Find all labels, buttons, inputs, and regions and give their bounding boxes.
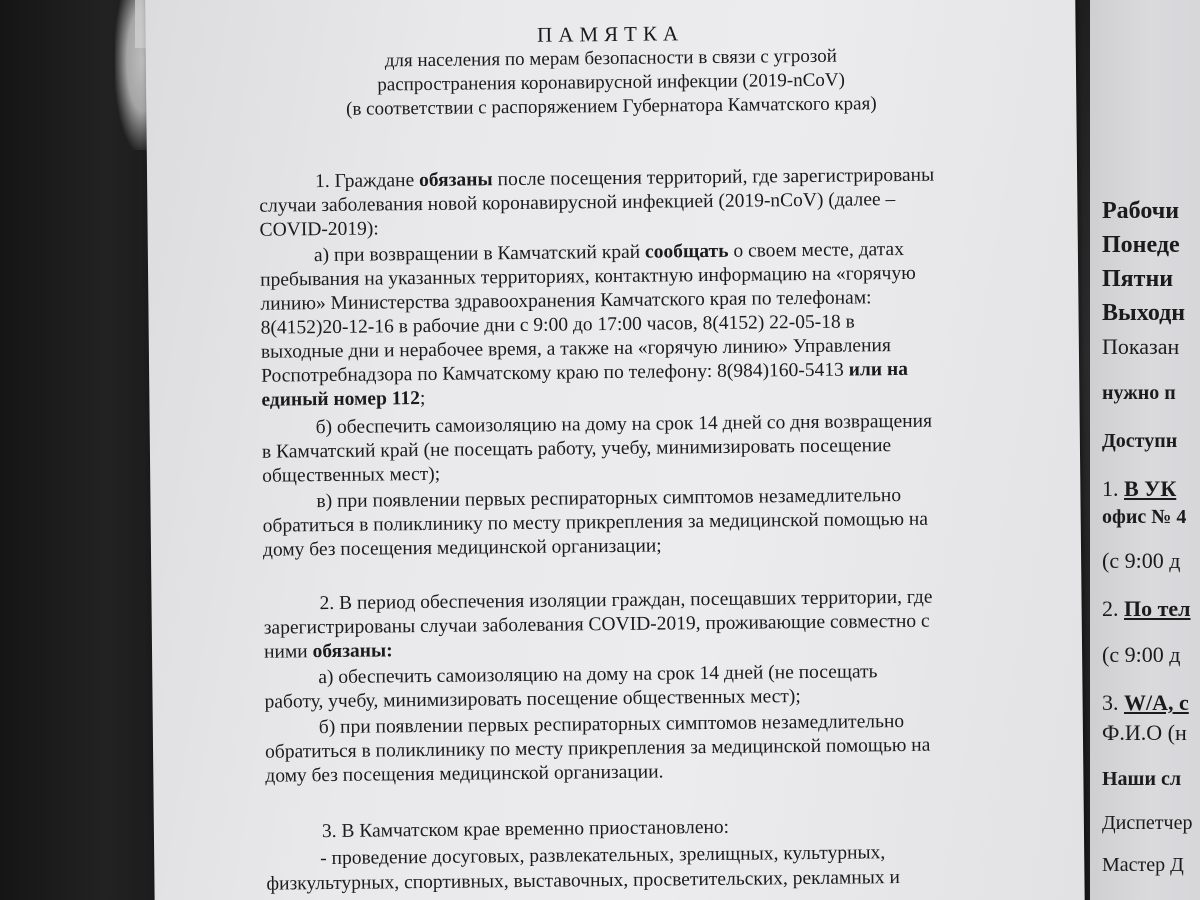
p1a-line-4: 8(4152)20-12-16 в рабочие дни с 9:00 до 17:00 часов, 8(4152) 22-05-18 в (260, 311, 855, 339)
p1b-line-3: общественных мест); (262, 463, 441, 487)
p3-line-3: физкультурных, спортивных, выставочных, просветительских, рекламных и (266, 867, 901, 895)
side-line-5: Показан (1102, 334, 1180, 359)
side-line-6: нужно п (1102, 382, 1176, 404)
p1a-line-7: единый номер 112; (261, 387, 426, 411)
side-line-13: 3. W/A, с (1102, 690, 1189, 715)
p3-line-1: 3. В Камчатском крае временно приостановлено: (321, 816, 730, 843)
side-line-3: Пятни (1102, 266, 1174, 292)
p2a-line-2: работу, учебу, минимизировать посещение общественных мест); (264, 686, 801, 713)
p2-line-2: зарегистрированы случаи заболевания COVID-2019, проживающие совместно с (263, 610, 930, 639)
p2a-line-1: а) обеспечить самоизоляцию на дому на срок 14 дней (не посещать (318, 661, 878, 689)
notice-subtitle-3: (в соответствии с распоряжением Губернатора Камчатского края) (345, 93, 877, 120)
p1b-line-1: б) обеспечить самоизоляцию на дому на срок 14 дней со дня возвращения (315, 410, 933, 439)
side-line-7: Доступн (1102, 430, 1178, 452)
p2b-line-3: дому без посещения медицинской организации. (265, 761, 664, 787)
side-line-2: Понеде (1102, 232, 1180, 258)
p1-line-2: случаи заболевания новой коронавирусной инфекцией (2019-nCoV) (далее – (259, 189, 896, 217)
p2b-line-1: б) при появлении первых респираторных симптомов незамедлительно (318, 710, 905, 739)
p1a-line-1: а) при возвращении в Камчатский край сообщать о своем месте, датах (313, 238, 905, 267)
side-line-4: Выходн (1102, 300, 1186, 326)
p1-line-1: 1. Граждане обязаны после посещения территорий, где зарегистрированы (315, 164, 935, 193)
side-line-16: Диспетчер (1102, 812, 1193, 834)
side-line-1: Рабочи (1102, 198, 1180, 224)
p1c-line-3: дому без посещения медицинской организации; (262, 535, 662, 561)
p2-line-3: ними обязаны: (263, 640, 393, 663)
notice-sheet (145, 0, 1085, 900)
p1a-line-6: Роспотребнадзора по Камчатскому краю по телефону: 8(984)160-5413 или на (261, 358, 909, 387)
side-line-15: Наши сл (1102, 768, 1182, 790)
p1c-line-2: обратиться в поликлинику по месту прикрепления за медицинской помощью на (262, 508, 929, 537)
p1-line-3: COVID-2019): (259, 218, 379, 241)
notice-subtitle-2: распространения коронавирусной инфекции (2019-nCoV) (377, 69, 845, 96)
side-line-10: (с 9:00 д (1102, 548, 1181, 573)
p1a-line-3: линию» Министерства здравоохранения Камчатского края по телефонам: (260, 287, 872, 315)
p1a-line-2: пребывания на указанных территориях, контактную информацию на «горячую (260, 262, 916, 291)
notice-subtitle-1: для населения по мерам безопасности в связи с угрозой (384, 45, 837, 72)
side-line-14: Ф.И.О (н (1102, 720, 1187, 745)
p1c-line-1: в) при появлении первых респираторных симптомов незамедлительно (316, 485, 902, 513)
side-notice-sheet (1090, 0, 1200, 900)
p1b-line-2: в Камчатский край (не посещать работу, учебу, минимизировать посещение (261, 435, 892, 463)
side-line-9: офис № 4 (1102, 506, 1187, 528)
notice-title: ПАМЯТКА (536, 21, 685, 47)
p2b-line-2: обратиться в поликлинику по месту прикрепления за медицинской помощью на (264, 734, 931, 763)
p3-line-2: - проведение досуговых, развлекательных, зрелищных, культурных, (320, 842, 886, 870)
side-line-11: 2. По тел (1102, 596, 1191, 621)
side-line-17: Мастер Д (1102, 854, 1184, 876)
p1a-line-5: выходные дни и нерабочее время, а также на «горячую линию» Управления (260, 335, 891, 363)
side-line-12: (с 9:00 д (1102, 642, 1181, 667)
side-line-8: 1. В УК (1102, 476, 1177, 501)
p2-line-1: 2. В период обеспечения изоляции граждан, посещавших территории, где (319, 586, 933, 615)
